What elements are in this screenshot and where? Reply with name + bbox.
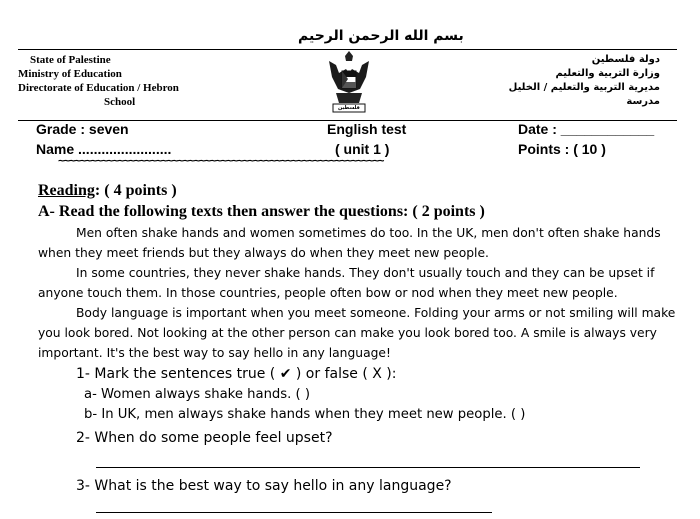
name-field[interactable]: Name ........................: [36, 141, 172, 157]
header-right-ministry: وزارة التربية والتعليم: [555, 68, 660, 79]
header-directorate: Directorate of Education / Hebron: [18, 82, 179, 94]
question-2: 2- When do some people feel upset?: [76, 430, 333, 446]
points-label: Points : ( 10 ): [518, 141, 606, 157]
passage-line: you look bored. Not looking at the other person can make you look bored too. A smile is always very: [38, 326, 657, 340]
question-3: 3- What is the best way to say hello in any language?: [76, 478, 452, 494]
passage-line: when they meet friends but they always do when they meet new people.: [38, 246, 489, 260]
passage-line: In some countries, they never shake hands. They don't usually touch and they can be upset if: [76, 266, 655, 280]
test-title: English test: [327, 121, 407, 137]
section-a-instruction: A- Read the following texts then answer the questions: ( 2 points ): [38, 203, 485, 220]
answer-line-q3[interactable]: [96, 512, 492, 513]
question-1a[interactable]: a- Women always shake hands. ( ): [84, 387, 311, 402]
passage-line: anyone touch them. In those countries, people often bow or nod when they meet new people.: [38, 286, 618, 300]
wavy-divider: ~~~~~~~~~~~~~~~~~~~~~~~~~~~~~~~~~~~~~~~~~~~~~~~~~~~~~~~~~~~~: [58, 154, 384, 167]
header-right-state: دولة فلسطين: [591, 54, 660, 65]
reading-points: : ( 4 points ): [94, 182, 177, 199]
header-top-rule: [18, 49, 677, 50]
question-1: 1- Mark the sentences true ( ✔ ) or false ( X ):: [76, 366, 397, 382]
question-1b[interactable]: b- In UK, men always shake hands when they meet new people. ( ): [84, 407, 526, 422]
header-school: School: [104, 96, 136, 108]
header-right-block: [460, 53, 660, 109]
grade-label: Grade : seven: [36, 121, 129, 137]
header-right-directorate: مديرية التربية والتعليم / الخليل: [508, 82, 660, 93]
header-right-school: مدرسة: [626, 96, 660, 107]
header-ministry: Ministry of Education: [18, 68, 122, 80]
emblem-caption: فلسطين: [338, 105, 360, 111]
passage-line: Body language is important when you meet someone. Folding your arms or not smiling will make: [76, 306, 676, 320]
passage-line: important. It's the best way to say hello in any language!: [38, 346, 391, 360]
header-state: State of Palestine: [30, 54, 111, 66]
header-left-block: [18, 53, 179, 109]
passage-line: Men often shake hands and women sometimes do too. In the UK, men don't often shake hands: [76, 226, 661, 240]
answer-line-q2[interactable]: [96, 467, 640, 468]
bismillah-heading: بسم الله الرحمن الرحيم: [298, 28, 464, 44]
reading-label: Reading: [38, 182, 95, 199]
reading-heading: [38, 182, 177, 200]
palestine-emblem: [324, 47, 374, 115]
date-field[interactable]: Date : ____________: [518, 121, 655, 137]
unit-label: ( unit 1 ): [335, 141, 390, 157]
